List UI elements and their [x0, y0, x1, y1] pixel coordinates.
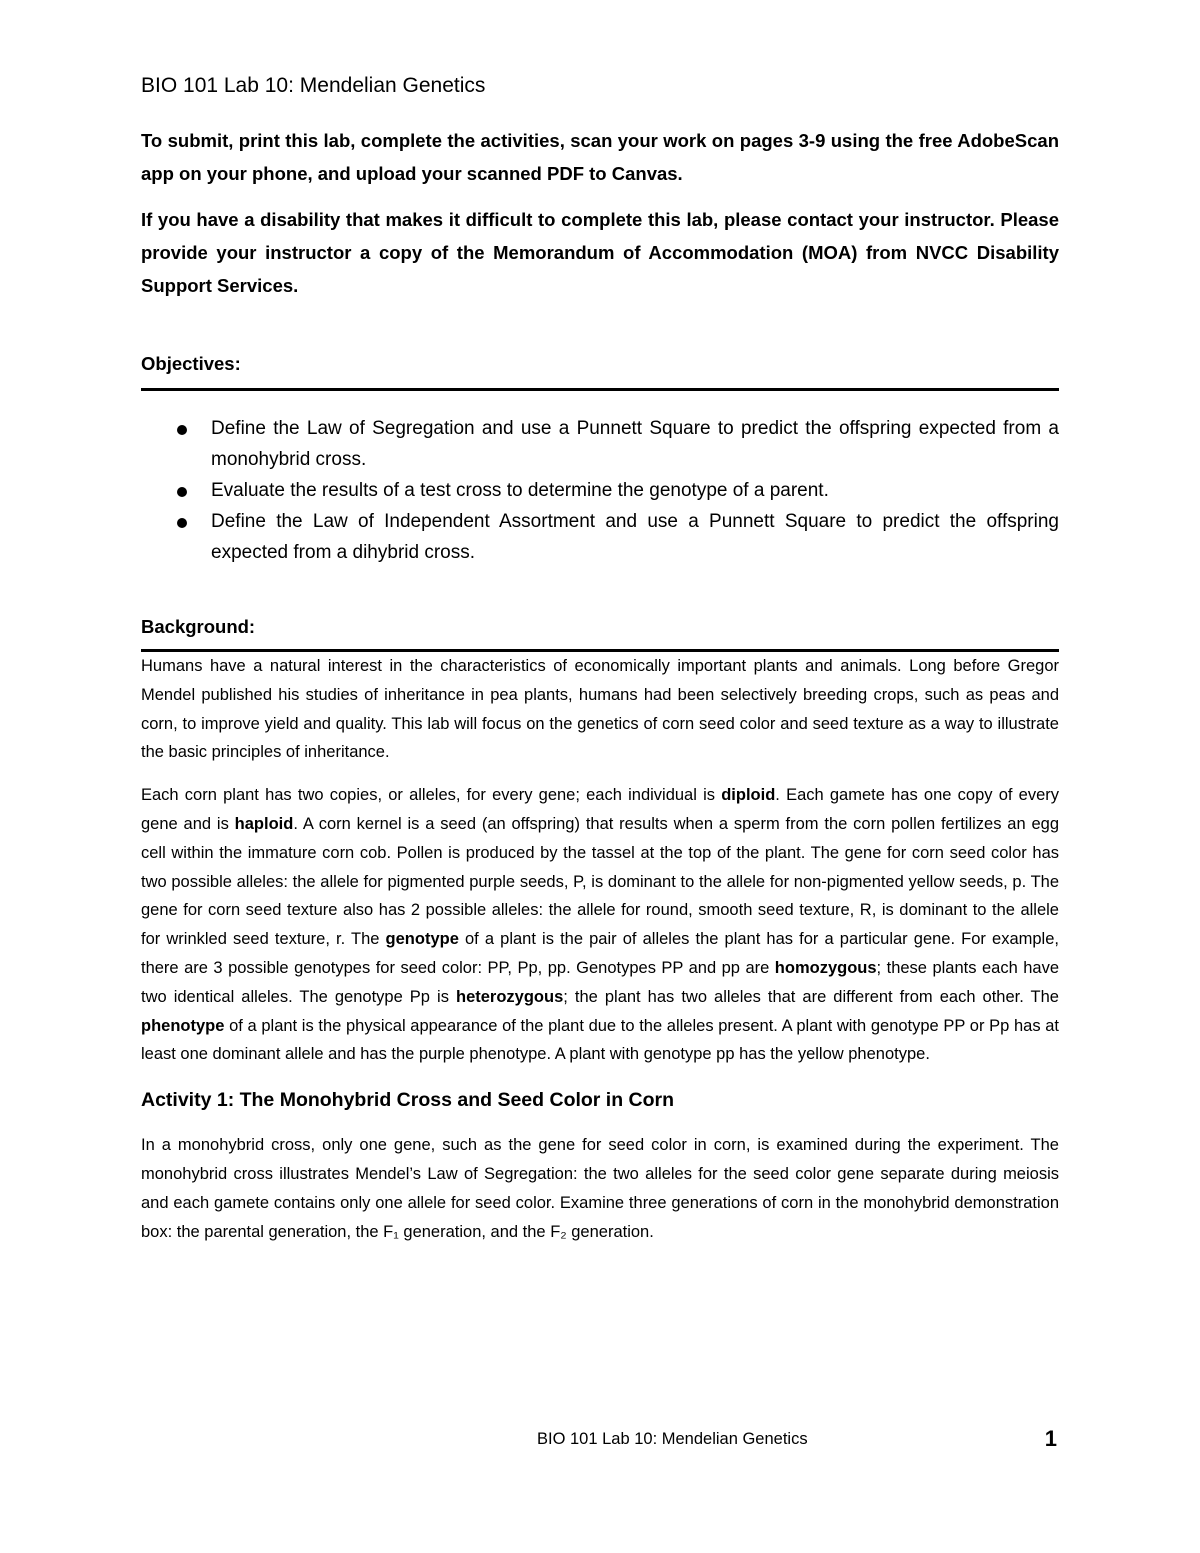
objective-text: Define the Law of Independent Assortment and use a Punnett Square to predict the offspring expected from a dihybrid cross. [211, 511, 1059, 563]
background-paragraph-1: Humans have a natural interest in the characteristics of economically important plants and animals. Long before Gregor Mendel published his studies of inheritance in pea plants, humans had been selectively breeding crops, such as peas and corn, to improve yield and quality. This lab will focus on the genetics of corn seed color and seed texture as a way to illustrate the basic principles of inheritance. [141, 657, 1059, 762]
text-run: ; the plant has two alleles that are different from each other. The [563, 987, 1059, 1006]
term-haploid: haploid [234, 814, 294, 833]
text-run: ; these plants each have two identical alleles. The genotype Pp is [141, 958, 1060, 1006]
term-homozygous: homozygous [774, 958, 877, 977]
document-title: BIO 101 Lab 10: Mendelian Genetics [141, 74, 486, 97]
objectives-divider [141, 388, 1059, 391]
text-run: . Each gamete has one copy of every gene and is [141, 786, 1059, 833]
objective-item [177, 475, 1059, 506]
disability-notice: If you have a disability that makes it difficult to complete this lab, please contact your instructor. Please provide your instructor a copy of the Memorandum of Accommodation (MOA) from NVCC Disability Support Services. [141, 209, 1059, 296]
footer-running-title: BIO 101 Lab 10: Mendelian Genetics [537, 1430, 808, 1448]
term-genotype: genotype [385, 930, 459, 949]
term-phenotype: phenotype [141, 1016, 225, 1035]
submit-instructions: To submit, print this lab, complete the activities, scan your work on pages 3-9 using the free AdobeScan app on your phone, and upload your scanned PDF to Canvas. [141, 130, 1059, 184]
text-run: . A corn kernel is a seed (an offspring) that results when a sperm from the corn pollen fertilizes an egg cell within the immature corn cob. Pollen is produced by the tassel at the top of the plant. The gene for corn seed color has two possible alleles: the allele for pigmented purple seeds, P, is dominant to the allele for non-pigmented yellow seeds, p. The gene for corn seed texture also has 2 possible alleles: the allele for round, smooth seed texture, R, is dominant to the allele for wrinkled seed texture, r. The [141, 814, 1060, 949]
bullet-icon [177, 518, 187, 528]
page-footer [537, 1428, 1057, 1458]
page-content [141, 70, 1059, 1246]
objective-item [177, 506, 1059, 568]
objective-text: Define the Law of Segregation and use a Punnett Square to predict the offspring expected from a monohybrid cross. [211, 418, 1059, 470]
objectives-list [141, 413, 1059, 568]
activity-1-paragraph: In a monohybrid cross, only one gene, such as the gene for seed color in corn, is examined during the experiment. The monohybrid cross illustrates Mendel’s Law of Segregation: the two alleles for the seed color gene separate during meiosis and each gamete contains only one allele for seed color. Examine three generations of corn in the monohybrid demonstration box: the parental generation, the F₁ generation, and the F₂ generation. [141, 1136, 1059, 1241]
page-number: 1 [1044, 1426, 1057, 1451]
term-diploid: diploid [721, 786, 776, 805]
bullet-icon [177, 487, 187, 497]
text-run: Each corn plant has two copies, or alleles, for every gene; each individual is [141, 786, 722, 805]
text-run: of a plant is the physical appearance of the plant due to the alleles present. A plant with genotype PP or Pp has at least one dominant allele and has the purple phenotype. A plant with genotype pp has the yellow phenotype. [141, 1016, 1059, 1064]
text-run: of a plant is the pair of alleles the plant has for a particular gene. For example, there are 3 possible genotypes for seed color: PP, Pp, pp. Genotypes PP and pp are [141, 930, 1059, 977]
activity-1-heading: Activity 1: The Monohybrid Cross and Seed Color in Corn [141, 1089, 675, 1112]
objective-item [177, 413, 1059, 475]
background-heading: Background: [141, 616, 256, 637]
objective-text: Evaluate the results of a test cross to determine the genotype of a parent. [211, 480, 829, 501]
background-paragraph-2 [141, 781, 1059, 1069]
bullet-icon [177, 425, 187, 435]
term-heterozygous: heterozygous [455, 987, 564, 1006]
objectives-heading: Objectives: [141, 353, 241, 374]
